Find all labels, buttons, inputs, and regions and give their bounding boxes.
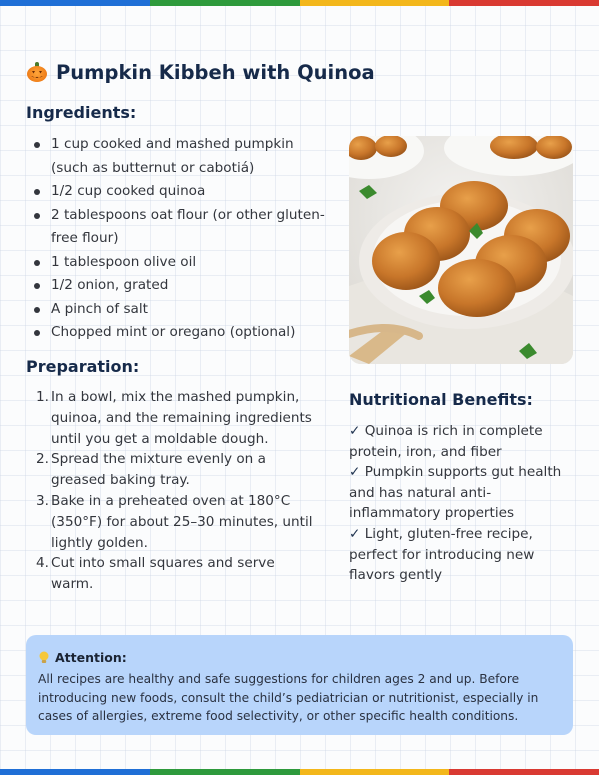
list-item: 3. Bake in a preheated oven at 180°C (350°F) for about 25–30 minutes, until lightly golden. — [36, 492, 313, 551]
lightbulb-icon — [38, 651, 50, 665]
page-title: Pumpkin Kibbeh with Quinoa — [56, 61, 375, 84]
attention-title: Attention: — [55, 650, 127, 665]
preparation-steps — [36, 387, 316, 595]
list-item: 2 tablespoons oat flour (or other gluten-free flour) — [33, 204, 331, 251]
bottom-color-stripe — [0, 769, 599, 775]
top-color-stripe — [0, 0, 599, 6]
list-item: 1/2 cup cooked quinoa — [33, 180, 331, 204]
attention-box — [26, 635, 573, 735]
list-item: ✓ Quinoa is rich in complete protein, iron, and fiber — [349, 423, 543, 460]
preparation-heading: Preparation: — [26, 357, 140, 376]
ingredients-list — [33, 133, 331, 345]
recipe-title — [26, 61, 375, 84]
list-item: ✓ Pumpkin supports gut health and has natural anti-inflammatory properties — [349, 464, 562, 522]
list-item: 1 cup cooked and mashed pumpkin (such as butternut or cabotiá) — [33, 133, 331, 180]
attention-text: All recipes are healthy and safe suggestions for children ages 2 and up. Before introducing new foods, consult the child’s pediatrician or nutritionist, especially in cases of allergies, extreme food selectivity, or other specific health conditions. — [38, 672, 539, 724]
list-item: 2. Spread the mixture evenly on a greased baking tray. — [36, 451, 266, 489]
list-item: 1/2 onion, grated — [33, 274, 331, 298]
ingredients-heading: Ingredients: — [26, 103, 137, 122]
benefits-list — [349, 421, 581, 586]
pumpkin-icon — [26, 62, 48, 83]
list-item: 1. In a bowl, mix the mashed pumpkin, quinoa, and the remaining ingredients until you get a moldable dough. — [36, 389, 312, 447]
list-item: Chopped mint or oregano (optional) — [33, 321, 331, 345]
list-item: A pinch of salt — [33, 298, 331, 322]
checkmark-icon: ✓ — [349, 525, 361, 542]
list-item: ✓ Light, gluten-free recipe, perfect for introducing new flavors gently — [349, 525, 535, 584]
checkmark-icon: ✓ — [349, 423, 361, 439]
benefits-heading: Nutritional Benefits: — [349, 390, 533, 409]
list-item: 1 tablespoon olive oil — [33, 251, 331, 275]
checkmark-icon: ✓ — [349, 464, 361, 481]
list-item: 4. Cut into small squares and serve warm. — [36, 555, 275, 593]
kibbeh-photo — [349, 136, 573, 364]
